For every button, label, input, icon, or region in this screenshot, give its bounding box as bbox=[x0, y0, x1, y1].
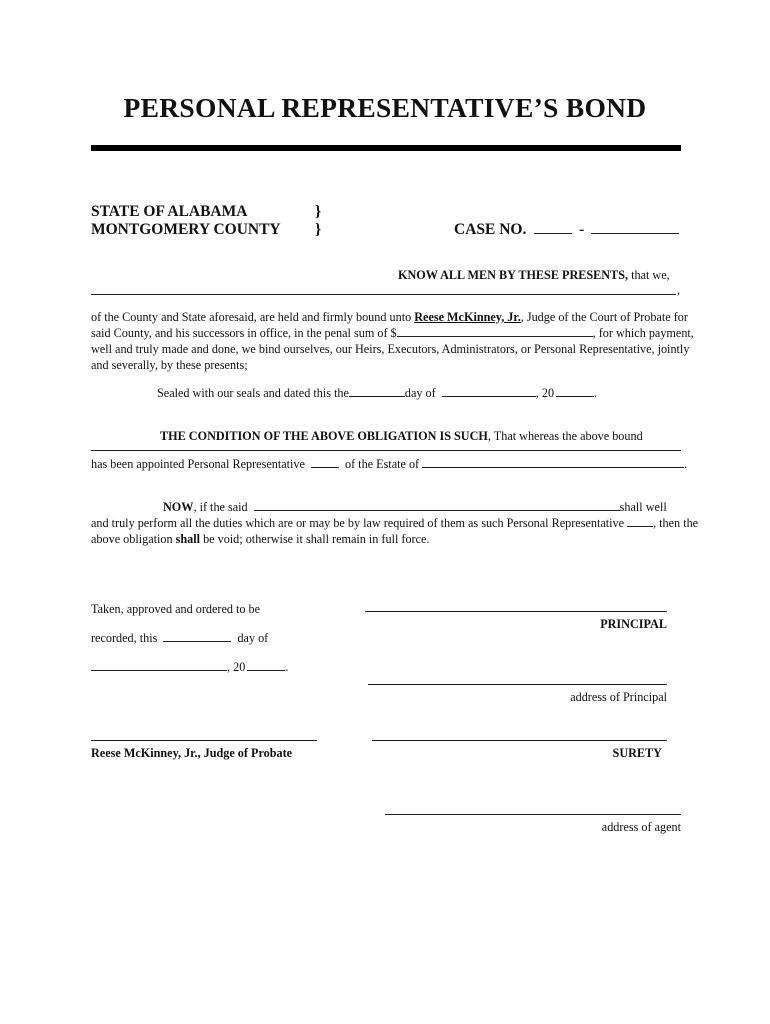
brace-bottom: } bbox=[315, 221, 322, 238]
bond-line-2: said County, and his successors in office, in the penal sum of $ , for which payment, bbox=[91, 326, 694, 340]
surety-signature-line[interactable] bbox=[372, 740, 667, 741]
judge-signature-line[interactable] bbox=[91, 740, 317, 741]
recorded-line: recorded, this day of bbox=[91, 631, 269, 645]
document-title: PERSONAL REPRESENTATIVE’S BOND bbox=[123, 92, 647, 123]
surety-label: SURETY bbox=[612, 746, 662, 760]
condition-bold: THE CONDITION OF THE ABOVE OBLIGATION IS SUCH bbox=[160, 429, 488, 443]
sealed-year-field[interactable] bbox=[556, 385, 594, 397]
penal-sum-field[interactable] bbox=[397, 325, 593, 337]
estate-name-field[interactable] bbox=[422, 456, 684, 468]
principal-signature-line[interactable] bbox=[365, 611, 667, 612]
recorded-day-field[interactable] bbox=[163, 630, 231, 642]
state-label: STATE OF ALABAMA bbox=[91, 203, 248, 220]
judge-signature-label: Reese McKinney, Jr., Judge of Probate bbox=[91, 746, 293, 760]
representative-name-field[interactable] bbox=[254, 499, 620, 511]
obligors-names-line[interactable] bbox=[91, 294, 676, 295]
bond-paragraph bbox=[91, 309, 694, 373]
now-paragraph bbox=[91, 499, 699, 547]
know-all-rest: that we, bbox=[628, 268, 670, 282]
principal-label: PRINCIPAL bbox=[600, 617, 667, 631]
agent-address-line[interactable] bbox=[385, 814, 681, 815]
bond-line-3: well and truly made and done, we bind ourselves, our Heirs, Executors, Administrators, or Personal Representative, jointly bbox=[91, 342, 690, 356]
bond-line-4: and severally, by these presents; bbox=[91, 358, 248, 372]
now-line-2: and truly perform all the duties which are or may be by law required of them as such Personal Representative , then the bbox=[91, 516, 699, 530]
bound-party-line[interactable] bbox=[91, 450, 681, 451]
principal-address-line[interactable] bbox=[368, 684, 667, 685]
know-all-bold: KNOW ALL MEN BY THESE PRESENTS, bbox=[398, 268, 629, 282]
now-line-3: above obligation shall be void; otherwise it shall remain in full force. bbox=[91, 532, 430, 546]
sealed-month-field[interactable] bbox=[442, 385, 536, 397]
recorded-year-field[interactable] bbox=[247, 659, 285, 671]
bond-line-1: of the County and State aforesaid, are held and firmly bound unto Reese McKinney, Jr., Judge of the Court of Probate for bbox=[91, 310, 688, 324]
county-label: MONTGOMERY COUNTY bbox=[91, 221, 281, 238]
taken-approved-text: Taken, approved and ordered to be bbox=[91, 602, 261, 616]
representative-suffix-field[interactable] bbox=[311, 456, 339, 468]
obligors-comma: , bbox=[677, 283, 681, 297]
representative-suffix-field-2[interactable] bbox=[627, 515, 653, 527]
sealed-line: Sealed with our seals and dated this the day of , 20 . bbox=[157, 386, 598, 400]
know-all-line bbox=[398, 267, 670, 283]
title-rule bbox=[91, 145, 681, 151]
recorded-date-line: , 20 . bbox=[91, 659, 288, 675]
judge-name: Reese McKinney, Jr. bbox=[414, 310, 521, 324]
now-bold: NOW bbox=[163, 500, 194, 514]
case-label: CASE NO. bbox=[454, 221, 527, 238]
case-number bbox=[454, 221, 679, 239]
condition-line: THE CONDITION OF THE ABOVE OBLIGATION IS SUCH, That whereas the above bound bbox=[160, 429, 643, 443]
sealed-day-field[interactable] bbox=[349, 385, 405, 397]
appointed-line: has been appointed Personal Representative of the Estate of . bbox=[91, 457, 688, 471]
now-line-1: NOW, if the said shall well bbox=[163, 500, 667, 514]
brace-top: } bbox=[315, 203, 322, 220]
case-number-field-1[interactable] bbox=[534, 222, 572, 234]
case-number-field-2[interactable] bbox=[591, 222, 679, 234]
case-dash: - bbox=[579, 221, 585, 238]
agent-address-label: address of agent bbox=[601, 820, 681, 834]
recorded-month-field[interactable] bbox=[91, 659, 227, 671]
principal-address-label: address of Principal bbox=[570, 690, 667, 704]
